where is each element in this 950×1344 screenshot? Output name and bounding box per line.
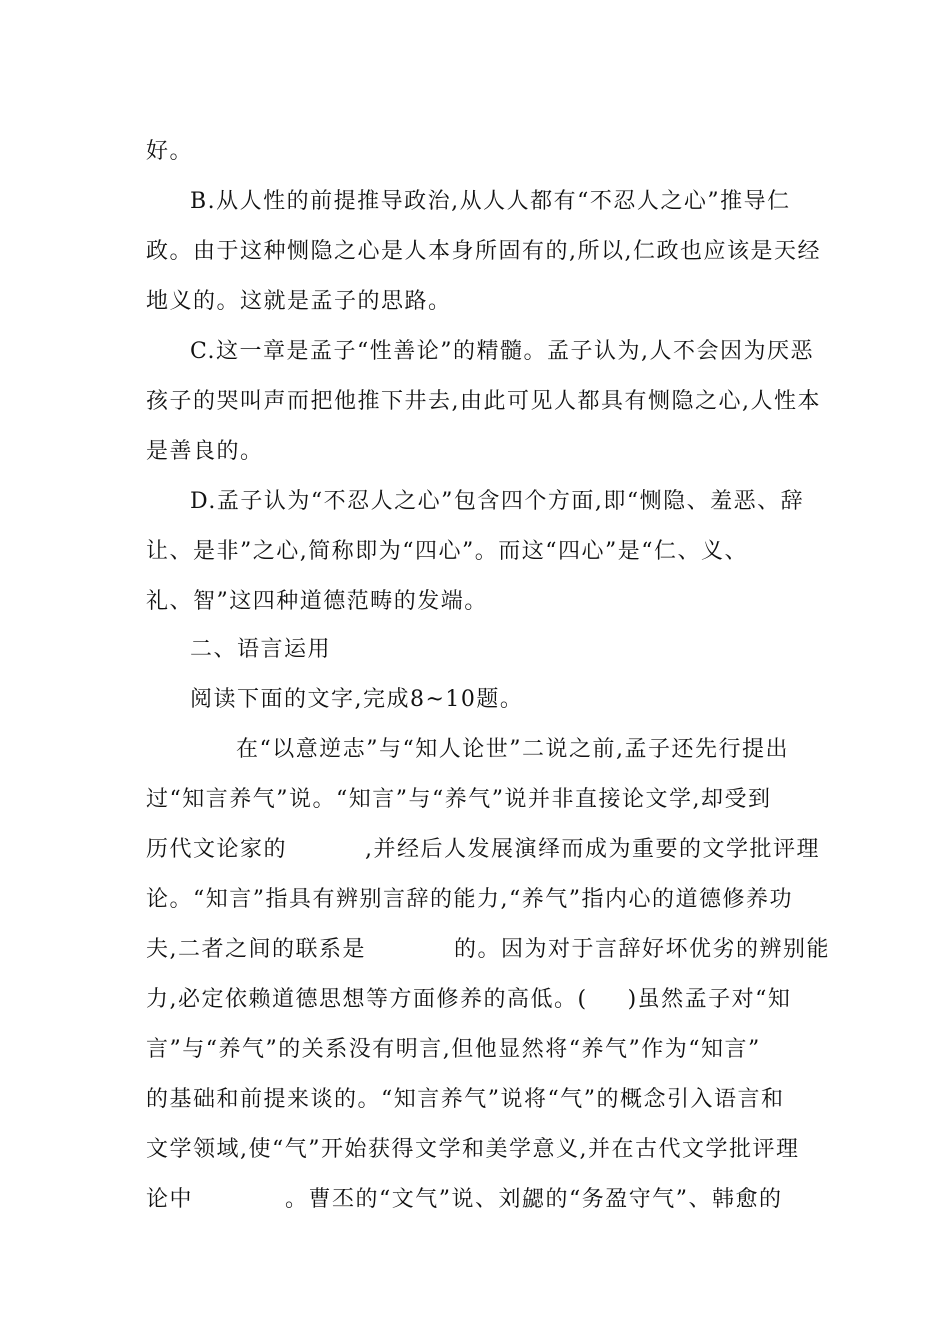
passage-line-6-part-1: 力,必定依赖道德思想等方面修养的高低。( [146, 987, 588, 1012]
option-c-line-1: C.这一章是孟子“性善论”的精髓。孟子认为,人不会因为厌恶 [190, 339, 815, 364]
section-heading: 二、语言运用 [190, 637, 332, 662]
passage-line-5 [146, 930, 831, 970]
passage-line-2: 过“知言养气”说。“知言”与“养气”说并非直接论文学,却受到 [146, 787, 772, 812]
passage-line-3 [146, 830, 821, 870]
passage-line-3-part-1: 历代文论家的 [146, 837, 288, 862]
passage-line-10-part-1: 论中 [146, 1187, 194, 1212]
instruction-line: 阅读下面的文字,完成8~10题。 [190, 687, 524, 712]
passage-line-5-part-2: 的。因为对于言辞好坏优劣的辨别能 [454, 937, 831, 962]
option-d-line-1: D.孟子认为“不忍人之心”包含四个方面,即“恻隐、羞恶、辞 [190, 489, 805, 514]
passage-line-1: 在“以意逆志”与“知人论世”二说之前,孟子还先行提出 [236, 737, 789, 762]
passage-line-6-part-2: )虽然孟子对“知 [627, 987, 792, 1012]
passage-line-6 [146, 980, 816, 1020]
option-d-line-2: 让、是非”之心,简称即为“四心”。而这“四心”是“仁、义、 [146, 539, 748, 564]
passage-line-4: 论。“知言”指具有辨别言辞的能力,“养气”指内心的道德修养功 [146, 887, 793, 912]
text-line-continuation: 好。 [146, 139, 194, 164]
option-b-line-2: 政。由于这种恻隐之心是人本身所固有的,所以,仁政也应该是天经 [146, 239, 821, 264]
option-c-line-3: 是善良的。 [146, 439, 264, 464]
option-d-line-3: 礼、智”这四种道德范畴的发端。 [146, 589, 488, 614]
passage-line-3-part-2: ,并经后人发展演绎而成为重要的文学批评理 [365, 837, 821, 862]
option-c-line-2: 孩子的哭叫声而把他推下井去,由此可见人都具有恻隐之心,人性本 [146, 389, 821, 414]
passage-line-10-part-2: 。曹丕的“文气”说、刘勰的“务盈守气”、韩愈的 [285, 1187, 783, 1212]
passage-line-9: 文学领域,使“气”开始获得文学和美学意义,并在古代文学批评理 [146, 1137, 800, 1162]
passage-line-5-part-1: 夫,二者之间的联系是 [146, 937, 366, 962]
option-b-line-1: B.从人性的前提推导政治,从人人都有“不忍人之心”推导仁 [190, 189, 791, 214]
passage-line-7: 言”与“养气”的关系没有明言,但他显然将“养气”作为“知言” [146, 1037, 761, 1062]
option-b-line-3: 地义的。这就是孟子的思路。 [146, 289, 452, 314]
passage-line-10 [146, 1180, 816, 1220]
passage-line-8: 的基础和前提来谈的。“知言养气”说将“气”的概念引入语言和 [146, 1087, 785, 1112]
